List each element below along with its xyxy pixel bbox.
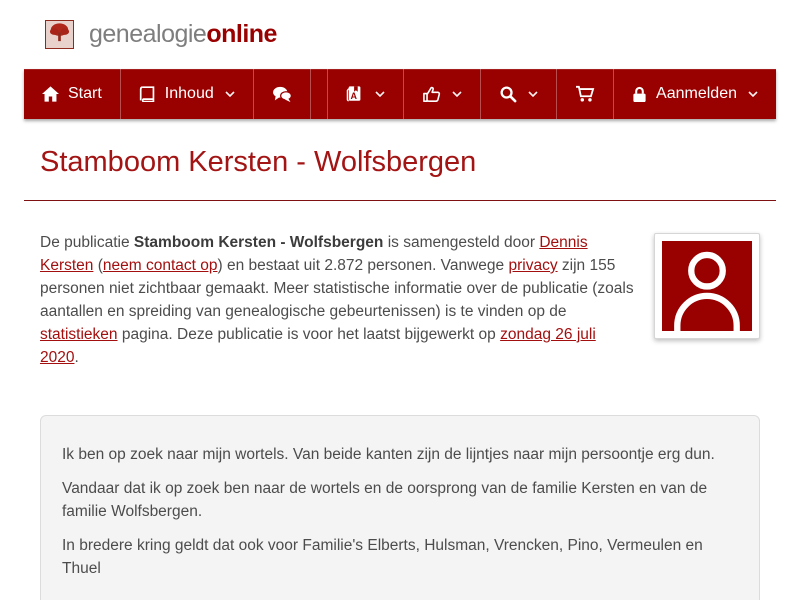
intro-text: pagina. Deze publicatie is voor het laatst bijgewerkt op	[117, 326, 501, 343]
last-updated-link[interactable]: zondag 26 juli 2020	[40, 326, 596, 366]
intro-text: ) en bestaat uit 2.872 personen. Vanwege	[217, 257, 509, 274]
intro-text: .	[74, 349, 79, 366]
nav-aanmelden-label: Aanmelden	[656, 85, 737, 102]
about-paragraph: In bredere kring geldt dat ook voor Familie's Elberts, Hulsman, Vrencken, Pino, Vermeulen en Thuel	[62, 537, 703, 577]
about-paragraph: Ik ben op zoek naar mijn wortels. Van beide kanten zijn de lijntjes naar mijn persoontje erg dun.	[62, 446, 715, 463]
nav-inhoud[interactable]	[121, 69, 254, 119]
publication-intro	[40, 231, 640, 369]
chevron-down-icon	[452, 91, 462, 97]
nav-start-label: Start	[68, 85, 102, 102]
tree-icon	[48, 21, 71, 49]
intro-prefix: De publicatie	[40, 234, 134, 251]
author-avatar[interactable]	[654, 233, 760, 339]
intro-section	[0, 231, 800, 369]
lock-icon	[632, 86, 647, 103]
statistics-link[interactable]: statistieken	[40, 326, 118, 343]
page-title: Stamboom Kersten - Wolfsbergen	[40, 146, 477, 178]
site-logo[interactable]	[45, 20, 74, 49]
search-icon	[499, 85, 517, 103]
nav-language[interactable]	[328, 69, 404, 119]
site-header	[0, 0, 800, 69]
chevron-down-icon	[748, 91, 758, 97]
comments-icon	[272, 86, 292, 103]
chevron-down-icon	[225, 91, 235, 97]
chevron-down-icon	[528, 91, 538, 97]
cart-icon	[575, 85, 595, 103]
nav-inhoud-label: Inhoud	[164, 85, 214, 102]
nav-aanmelden[interactable]	[614, 69, 776, 119]
brand-name-gray: genealogie	[89, 20, 207, 48]
brand-name-red: online	[206, 20, 277, 48]
brand-name[interactable]	[89, 20, 277, 49]
language-icon	[346, 85, 364, 103]
nav-messages[interactable]	[254, 69, 311, 119]
svg-text:A: A	[350, 90, 358, 101]
home-icon	[42, 86, 59, 102]
intro-text: (	[93, 257, 103, 274]
person-icon	[662, 241, 752, 331]
about-box	[40, 415, 760, 600]
publication-name: Stamboom Kersten - Wolfsbergen	[133, 234, 384, 251]
thumbs-up-icon	[422, 86, 441, 103]
intro-text: zijn 155 personen niet zichtbaar gemaakt. Meer statistische informatie over de publicatie (zoals aantallen en spreiding van genealogische gebeurtenissen) is te vinden op de	[40, 257, 634, 320]
main-navbar	[24, 69, 776, 119]
intro-text: is samengesteld door	[383, 234, 540, 251]
author-link[interactable]: Dennis Kersten	[40, 234, 588, 274]
nav-search[interactable]	[481, 69, 557, 119]
nav-cart[interactable]	[557, 69, 614, 119]
nav-like[interactable]	[404, 69, 481, 119]
contact-link[interactable]: neem contact op	[102, 257, 218, 274]
privacy-link[interactable]: privacy	[508, 257, 558, 274]
about-paragraph: Vandaar dat ik op zoek ben naar de wortels en de oorsprong van de familie Kersten en van de familie Wolfsbergen.	[62, 480, 708, 520]
nav-spacer	[311, 69, 328, 119]
title-divider	[24, 200, 776, 201]
nav-start[interactable]	[24, 69, 121, 119]
chevron-down-icon	[375, 91, 385, 97]
book-icon	[139, 86, 156, 102]
